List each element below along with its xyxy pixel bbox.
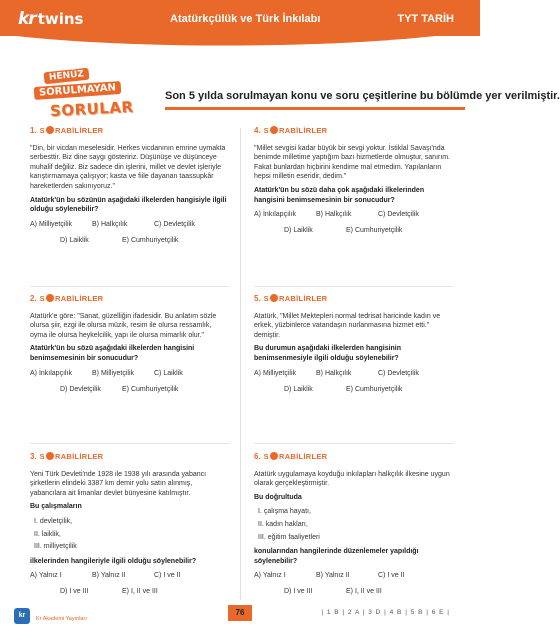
list-item: I. çalışma hayatı,	[258, 508, 311, 516]
answer-options	[30, 369, 230, 395]
question-prompt: Atatürk'ün bu sözünün aşağıdaki ilkelerden hangisiyle ilgili olduğu söylenebilir?	[30, 196, 227, 214]
option-e[interactable]: E) Cumhuriyetçilik	[346, 385, 403, 393]
option-d[interactable]: D) Laiklik	[284, 385, 313, 393]
tag-circle-icon	[270, 126, 278, 134]
option-c[interactable]: C) I ve II	[378, 572, 405, 580]
tag-circle-icon	[270, 452, 278, 460]
column-divider	[240, 128, 241, 600]
sorabilirler-tag: S RABİLİRLER	[39, 126, 104, 135]
option-a[interactable]: A) Milliyetçilik	[30, 220, 72, 228]
question-prompt: Bu durumun aşağıdaki ilkelerden hangisinin benimsenmesiyle ilgili olduğu söylenebilir?	[254, 345, 402, 362]
tag-circle-icon	[46, 126, 54, 134]
option-d[interactable]: D) Laiklik	[60, 236, 89, 244]
sorabilirler-tag: S RABİLİRLER	[263, 294, 328, 303]
answer-key: | 1 B | 2 A | 3 D | 4 B | 5 B | 6 E |	[321, 609, 450, 616]
question-number: 6.	[254, 452, 261, 461]
option-b[interactable]: B) Halkçılık	[92, 220, 128, 228]
question-number: 3.	[30, 452, 37, 461]
brand-logo	[18, 9, 83, 29]
list-item: II. kadın hakları,	[258, 520, 308, 528]
subject-title: TYT TARİH	[397, 13, 454, 25]
option-b[interactable]: B) Halkçılık	[316, 369, 352, 377]
question-header	[30, 126, 230, 136]
question-1	[30, 126, 230, 246]
question-number: 1.	[30, 126, 37, 135]
option-c[interactable]: C) Devletçilik	[154, 220, 195, 228]
option-e[interactable]: E) Cumhuriyetçilik	[346, 227, 403, 235]
tag-circle-icon	[46, 452, 54, 460]
chapter-title: Atatürkçülük ve Türk İnkılabı	[170, 13, 321, 25]
option-a[interactable]: A) İnkılapçılık	[30, 369, 73, 377]
sorabilirler-tag: S RABİLİRLER	[39, 294, 104, 303]
option-d[interactable]: D) I ve III	[284, 588, 313, 596]
option-e[interactable]: E) I, II ve III	[346, 588, 382, 596]
sorabilirler-tag: S RABİLİRLER	[39, 452, 104, 461]
badge-line2: SORULMAYAN	[34, 81, 122, 100]
question-prompt: ilkelerinden hangileriyle ilgili olduğu söylenebilir?	[30, 557, 197, 565]
option-e[interactable]: E) I, II ve III	[122, 588, 158, 596]
section-intro	[165, 86, 560, 110]
question-text: "Din, bir vicdan meselesidir. Herkes vicdanının emrine uymakta serbesttir. Biz dine saygı gösteririz. Düşünüşe ve düşünceye muhalif değiliz. Biz sadece din işlerini, millet ve devlet işleriyle karıştırmamaya çalışıyor; kasta ve fiile dayanan taassupkâr hareketlerden sakınıyoruz."	[30, 144, 226, 190]
option-c[interactable]: C) Devletçilik	[378, 369, 419, 377]
separator	[254, 443, 454, 444]
numbered-items	[254, 507, 454, 542]
option-d[interactable]: D) Devletçilik	[60, 385, 101, 393]
question-6	[254, 452, 454, 597]
numbered-items	[30, 517, 230, 552]
badge-line3: SORULAR	[49, 97, 134, 121]
answer-options	[254, 210, 454, 236]
option-c[interactable]: C) I ve II	[154, 572, 181, 580]
option-d[interactable]: D) I ve III	[60, 588, 89, 596]
question-prompt: konularından hangilerinde düzenlemeler yapıldığı söylenebilir?	[254, 548, 419, 565]
list-item: III. milliyetçilik	[34, 543, 77, 551]
option-b[interactable]: B) Yalnız II	[316, 572, 350, 580]
badge-line1: HENÜZ	[43, 68, 89, 85]
question-text: Atatürk uygulamaya koyduğu inkılapları halkçılık ilkesine uygun olarak gerçekleştirmiştir.	[254, 470, 450, 488]
question-header	[254, 294, 454, 304]
publisher-name: Kr Akademi Yayınları	[36, 616, 87, 622]
question-text: "Millet sevgisi kadar büyük bir sevgi yoktur. İstiklal Savaşı'nda benimde milletime yaptığım bazı hizmetlerde olmuştur, sanırım. Fakat bunlardan hiçbirini kendime mal etmedim. Yapılanların hepsi milletin eseridir, dedim."	[254, 144, 451, 181]
sorabilirler-tag: S RABİLİRLER	[263, 126, 328, 135]
question-header	[254, 126, 454, 136]
option-a[interactable]: A) Yalnız I	[30, 572, 62, 580]
option-e[interactable]: E) Cumhuriyetçilik	[122, 236, 179, 244]
question-text: Yeni Türk Devleti'nde 1928 ile 1938 yılı arasında yabancı şirketlerin elindeki 3387 km demir yolu satın alınmış, yabancılara ait limanlar devlet bünyesine katılmıştır.	[30, 470, 207, 497]
separator	[30, 286, 230, 287]
question-header	[30, 294, 230, 304]
question-text: Atatürk, "Millet Mektepleri normal tedrisat haricinde kadın ve erkek, yüzbinlerce vatandaşın nurlanmasına hizmet etti." demiştir.	[254, 312, 441, 339]
list-item: III. eğitim faaliyetleri	[258, 533, 320, 541]
answer-options	[254, 571, 454, 597]
question-header	[30, 452, 230, 462]
option-a[interactable]: A) Yalnız I	[254, 572, 286, 580]
question-4	[254, 126, 454, 236]
intro-text: Son 5 yılda sorulmayan konu ve soru çeşitlerine bu bölümde yer verilmiştir.	[165, 90, 560, 102]
tag-circle-icon	[270, 294, 278, 302]
option-c[interactable]: C) Laiklik	[154, 369, 183, 377]
option-e[interactable]: E) Cumhuriyetçilik	[122, 385, 179, 393]
question-number: 4.	[254, 126, 261, 135]
question-number: 5.	[254, 294, 261, 303]
question-text: Atatürk'e göre: "Sanat, güzelliğin ifadesidir. Bu anlatım sözle olursa şiir, ezgi ile olursa müzik, resim ile olursa ressamlık, oyma ile olursa heykelcilik, yapı ile olursa mimarlık olur."	[30, 312, 217, 339]
option-a[interactable]: A) Milliyetçilik	[254, 369, 296, 377]
option-b[interactable]: B) Milliyetçilik	[92, 369, 134, 377]
question-3	[30, 452, 230, 597]
option-c[interactable]: C) Devletçilik	[378, 211, 419, 219]
question-5	[254, 294, 454, 395]
list-item: II. laiklik,	[34, 530, 61, 538]
publisher-logo: kr	[14, 608, 30, 624]
question-header	[254, 452, 454, 462]
separator	[30, 443, 230, 444]
section-badge	[26, 70, 148, 122]
question-subprompt: Bu doğrultuda	[254, 493, 302, 501]
option-b[interactable]: B) Halkçılık	[316, 211, 352, 219]
option-b[interactable]: B) Yalnız II	[92, 572, 126, 580]
answer-options	[254, 369, 454, 395]
question-2	[30, 294, 230, 395]
answer-options	[30, 220, 230, 246]
question-subprompt: Bu çalışmaların	[30, 503, 82, 511]
option-a[interactable]: A) İnkılapçılık	[254, 211, 297, 219]
logo-kr: kr	[18, 9, 36, 29]
list-item: I. devletçilik,	[34, 517, 73, 525]
separator	[254, 286, 454, 287]
page-number: 76	[228, 605, 252, 621]
answer-options	[30, 571, 230, 597]
question-number: 2.	[30, 294, 37, 303]
tag-circle-icon	[46, 294, 54, 302]
question-prompt: Atatürk'ün bu sözü daha çok aşağıdaki ilkelerinden hangisini benimsemesinin bir sonucudur?	[254, 186, 425, 204]
option-d[interactable]: D) Laiklik	[284, 227, 313, 235]
question-prompt: Atatürk'ün bu sözü aşağıdaki ilkelerden hangisini benimsemesinin bir sonucudur?	[30, 345, 195, 362]
logo-twins: twins	[37, 10, 84, 28]
sorabilirler-tag: S RABİLİRLER	[263, 452, 328, 461]
